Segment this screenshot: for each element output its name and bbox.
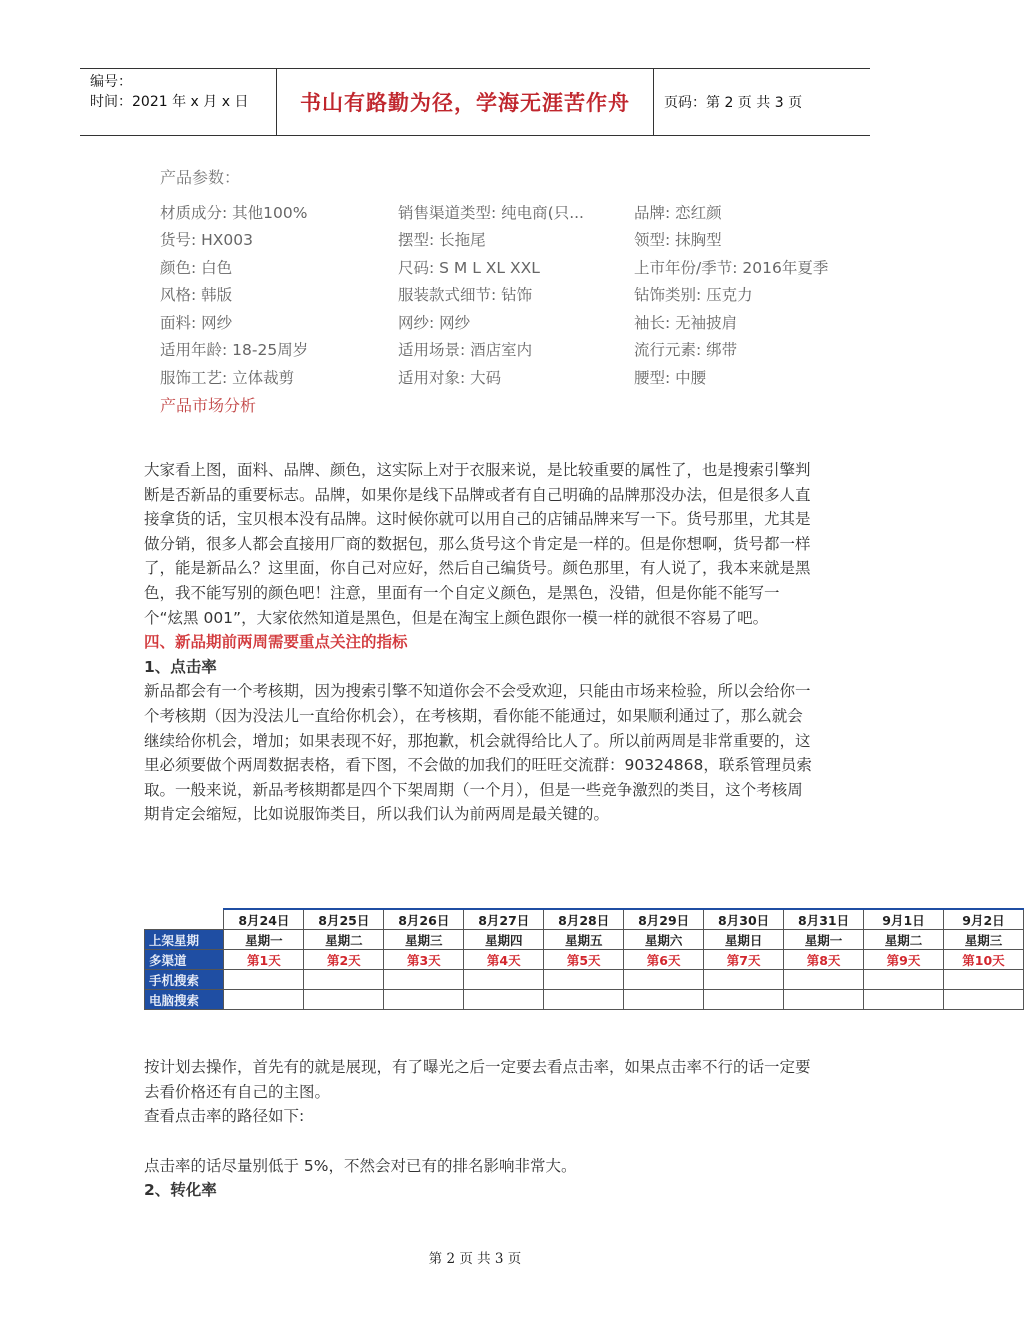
- schedule-empty-cell: [864, 990, 944, 1010]
- subheading-conversion-rate: 2、转化率: [144, 1181, 217, 1200]
- param-item: 钻饰类别: 压克力: [634, 286, 753, 305]
- param-item: 适用对象: 大码: [398, 368, 502, 387]
- params-row: [160, 226, 860, 254]
- schedule-day: 第2天: [304, 950, 384, 970]
- schedule-empty-cell: [304, 990, 384, 1010]
- header-page-cell: [654, 69, 870, 135]
- schedule-empty-cell: [624, 970, 704, 990]
- schedule-row-label: 电脑搜索: [145, 990, 224, 1010]
- schedule-day: 第5天: [544, 950, 624, 970]
- param-item: 尺码: S M L XL XXL: [398, 258, 540, 277]
- schedule-weekday: 星期五: [544, 930, 624, 950]
- schedule-weekday: 星期六: [624, 930, 704, 950]
- schedule-weekday: 星期一: [224, 930, 304, 950]
- schedule-day: 第10天: [943, 950, 1023, 970]
- params-grid: [160, 198, 860, 391]
- schedule-date: 8月24日: [224, 909, 304, 930]
- schedule-row: [145, 970, 1024, 990]
- param-item: 服装款式细节: 钻饰: [398, 286, 533, 305]
- schedule-row: [145, 990, 1024, 1010]
- param-item: 适用场景: 酒店室内: [398, 341, 533, 360]
- param-item: 腰型: 中腰: [634, 368, 707, 387]
- header-motto-cell: [277, 69, 654, 135]
- param-item: 材质成分: 其他100%: [160, 203, 308, 222]
- param-item: 销售渠道类型: 纯电商(只...: [398, 203, 584, 222]
- schedule-empty-cell: [943, 970, 1023, 990]
- schedule-day: 第8天: [784, 950, 864, 970]
- schedule-date: 8月30日: [704, 909, 784, 930]
- schedule-date: 9月1日: [864, 909, 944, 930]
- param-item: 颜色: 白色: [160, 258, 233, 277]
- param-item: 品牌: 恋红颜: [634, 203, 722, 222]
- product-params-image: [160, 165, 860, 416]
- schedule-day: 第3天: [384, 950, 464, 970]
- schedule-empty-cell: [544, 990, 624, 1010]
- schedule-weekday: 星期二: [864, 930, 944, 950]
- schedule-row: [145, 930, 1024, 950]
- schedule-empty-cell: [224, 990, 304, 1010]
- schedule-date: 8月29日: [624, 909, 704, 930]
- schedule-weekday: 星期一: [784, 930, 864, 950]
- schedule-empty-cell: [864, 970, 944, 990]
- schedule-day: 第7天: [704, 950, 784, 970]
- paragraph-click-rate-threshold: 点击率的话尽量别低于 5%，不然会对已有的排名影响非常大。: [144, 1156, 577, 1175]
- subheading-click-rate: 1、点击率: [144, 657, 217, 676]
- section-heading-4: 四、新品期前两周需要重点关注的指标: [144, 633, 408, 652]
- params-row: [160, 308, 860, 336]
- paragraph-assessment-period: 新品都会有一个考核期，因为搜索引擎不知道你会不会受欢迎，只能由市场来检验，所以会给你一个考核期（因为没法儿一直给你机会），在考核期，看你能不能通过，如果顺利通过了，那么就会继续给你机会，增加；如果表现不好，那抱歉，机会就得给比人了。所以前两周是非常重要的，这里必须要做个两周数据表格，看下图，不会做的加我们的旺旺交流群：90324868，联系管理员索取。一般来说，新品考核期都是四个下架周期（一个月），但是一些竞争激烈的类目，这个考核周期肯定会缩短，比如说服饰类目，所以我们认为前两周是最关键的。: [144, 682, 812, 824]
- schedule-empty-cell: [384, 990, 464, 1010]
- schedule-empty-cell: [464, 990, 544, 1010]
- schedule-weekday: 星期三: [384, 930, 464, 950]
- schedule-date: 8月31日: [784, 909, 864, 930]
- market-analysis-title: 产品市场分析: [160, 395, 257, 415]
- params-row: [160, 198, 860, 226]
- schedule-weekday: 星期二: [304, 930, 384, 950]
- schedule-empty-cell: [544, 970, 624, 990]
- schedule-empty-cell: [784, 970, 864, 990]
- body-section-1: [144, 458, 814, 827]
- schedule-empty-cell: [624, 990, 704, 1010]
- header-left-cell: [80, 69, 277, 135]
- schedule-row-label: 多渠道: [145, 950, 224, 970]
- schedule-day: 第9天: [864, 950, 944, 970]
- schedule-weekday: 星期日: [704, 930, 784, 950]
- schedule-empty-cell: [943, 990, 1023, 1010]
- document-header: [80, 68, 870, 136]
- schedule-empty-cell: [224, 970, 304, 990]
- schedule-weekday: 星期四: [464, 930, 544, 950]
- param-item: 网纱: 网纱: [398, 313, 471, 332]
- params-row: [160, 253, 860, 281]
- date-label: 时间：2021 年 x 月 x 日: [90, 94, 249, 110]
- schedule-empty-cell: [704, 990, 784, 1010]
- schedule-row-label: 手机搜索: [145, 970, 224, 990]
- schedule-day: 第4天: [464, 950, 544, 970]
- param-item: 袖长: 无袖披肩: [634, 313, 738, 332]
- page-footer: 第 2 页 共 3 页: [428, 1251, 522, 1267]
- param-item: 货号: HX003: [160, 231, 254, 250]
- param-item: 服饰工艺: 立体裁剪: [160, 368, 295, 387]
- motto-text: 书山有路勤为径，学海无涯苦作舟: [300, 90, 630, 115]
- schedule-day: 第1天: [224, 950, 304, 970]
- schedule-date: 8月25日: [304, 909, 384, 930]
- serial-number-label: 编号：: [90, 74, 132, 90]
- schedule-row: [145, 950, 1024, 970]
- page-code-text: 页码：第 2 页 共 3 页: [664, 95, 803, 111]
- param-item: 上市年份/季节: 2016年夏季: [634, 258, 829, 277]
- schedule-corner: [145, 909, 224, 930]
- schedule-grid: [144, 908, 1024, 1010]
- schedule-weekday: 星期三: [943, 930, 1023, 950]
- schedule-date: 8月27日: [464, 909, 544, 930]
- schedule-day: 第6天: [624, 950, 704, 970]
- schedule-date: 8月26日: [384, 909, 464, 930]
- schedule-empty-cell: [784, 990, 864, 1010]
- paragraph-attributes: 大家看上图，面料、品牌、颜色，这实际上对于衣服来说，是比较重要的属性了，也是搜索引擎判断是否新品的重要标志。品牌，如果你是线下品牌或者有自己明确的品牌那没办法，但是很多人直接拿货的话，宝贝根本没有品牌。这时候你就可以用自己的店铺品牌来写一下。货号那里，尤其是做分销，很多人都会直接用厂商的数据包，那么货号这个肯定是一样的。但是你想啊，货号都一样了，能是新品么？这里面，你自己对应好，然后自己编货号。颜色那里，有人说了，我本来就是黑色，我不能写别的颜色吧！注意，里面有一个自定义颜色，是黑色，没错，但是你能不能写一个“炫黑 001”，大家依然知道是黑色，但是在淘宝上颜色跟你一模一样的就很不容易了吧。: [144, 461, 811, 627]
- params-row: [160, 336, 860, 364]
- schedule-empty-cell: [304, 970, 384, 990]
- schedule-empty-cell: [704, 970, 784, 990]
- param-item: 风格: 韩版: [160, 286, 233, 305]
- paragraph-click-rate-plan: 按计划去操作，首先有的就是展现，有了曝光之后一定要去看点击率，如果点击率不行的话一定要去看价格还有自己的主图。: [144, 1058, 811, 1101]
- body-section-2: [144, 1055, 814, 1203]
- param-item: 适用年龄: 18-25周岁: [160, 341, 309, 360]
- param-item: 摆型: 长拖尾: [398, 231, 486, 250]
- two-week-schedule-table: [144, 908, 1005, 1012]
- schedule-date: 9月2日: [943, 909, 1023, 930]
- params-row: [160, 281, 860, 309]
- schedule-date: 8月28日: [544, 909, 624, 930]
- paragraph-click-rate-path: 查看点击率的路径如下:: [144, 1107, 305, 1126]
- schedule-empty-cell: [384, 970, 464, 990]
- schedule-row-label: 上架星期: [145, 930, 224, 950]
- param-item: 流行元素: 绑带: [634, 341, 738, 360]
- params-title: 产品参数：: [160, 168, 241, 187]
- params-row: [160, 363, 860, 391]
- schedule-row: [145, 909, 1024, 930]
- param-item: 领型: 抹胸型: [634, 231, 722, 250]
- schedule-empty-cell: [464, 970, 544, 990]
- param-item: 面料: 网纱: [160, 313, 233, 332]
